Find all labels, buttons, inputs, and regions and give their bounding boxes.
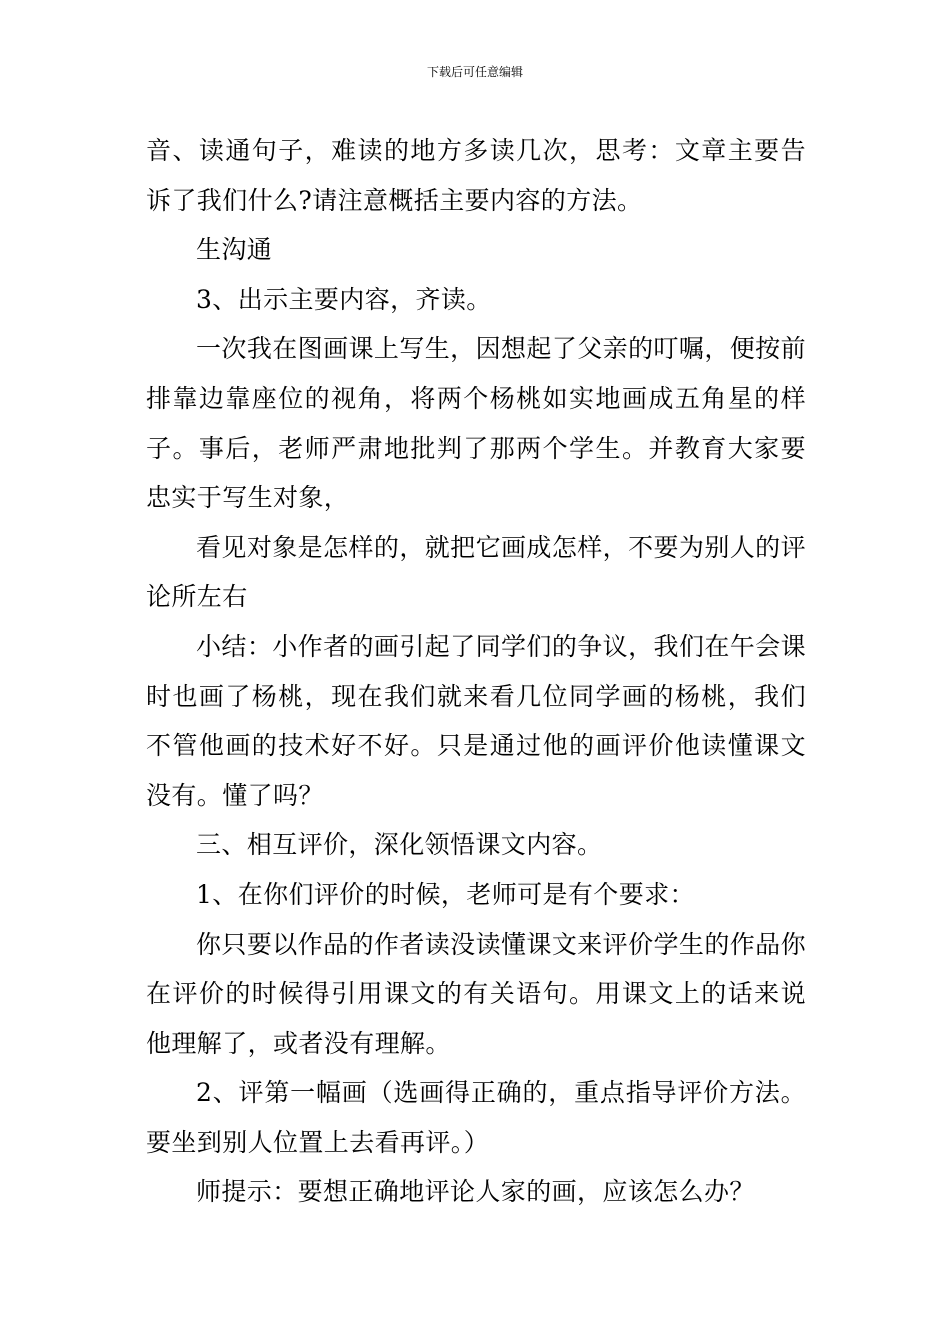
paragraph-5: 看见对象是怎样的，就把它画成怎样，不要为别人的评论所左右	[146, 532, 806, 612]
document-body	[146, 126, 806, 1217]
paragraph-6: 小结：小作者的画引起了同学们的争议，我们在午会课时也画了杨桃，现在我们就来看几位同学画的杨桃，我们不管他画的技术好不好。只是通过他的画评价他读懂课文没有。懂了吗？	[146, 631, 806, 810]
paragraph-7: 三、相互评价，深化领悟课文内容。	[196, 830, 603, 860]
paragraph-2: 生沟通	[196, 235, 273, 265]
paragraph-3: 3、出示主要内容，齐读。	[196, 284, 492, 314]
paragraph-4: 一次我在图画课上写生，因想起了父亲的叮嘱，便按前排靠边靠座位的视角，将两个杨桃如实地画成五角星的样子。事后，老师严肃地批判了那两个学生。并教育大家要忠实于写生对象，	[146, 334, 806, 513]
paragraph-9: 你只要以作品的作者读没读懂课文来评价学生的作品你在评价的时候得引用课文的有关语句。用课文上的话来说他理解了，或者没有理解。	[146, 929, 806, 1058]
page-header: 下载后可任意编辑	[426, 65, 523, 79]
paragraph-10: 2、评第一幅画（选画得正确的，重点指导评价方法。要坐到别人位置上去看再评。）	[146, 1078, 806, 1157]
paragraph-8: 1、在你们评价的时候，老师可是有个要求：	[196, 879, 695, 909]
paragraph-1: 音、读通句子，难读的地方多读几次，思考：文章主要告诉了我们什么?请注意概括主要内容的方法。	[146, 136, 806, 215]
paragraph-11: 师提示：要想正确地评论人家的画，应该怎么办？	[196, 1177, 755, 1207]
